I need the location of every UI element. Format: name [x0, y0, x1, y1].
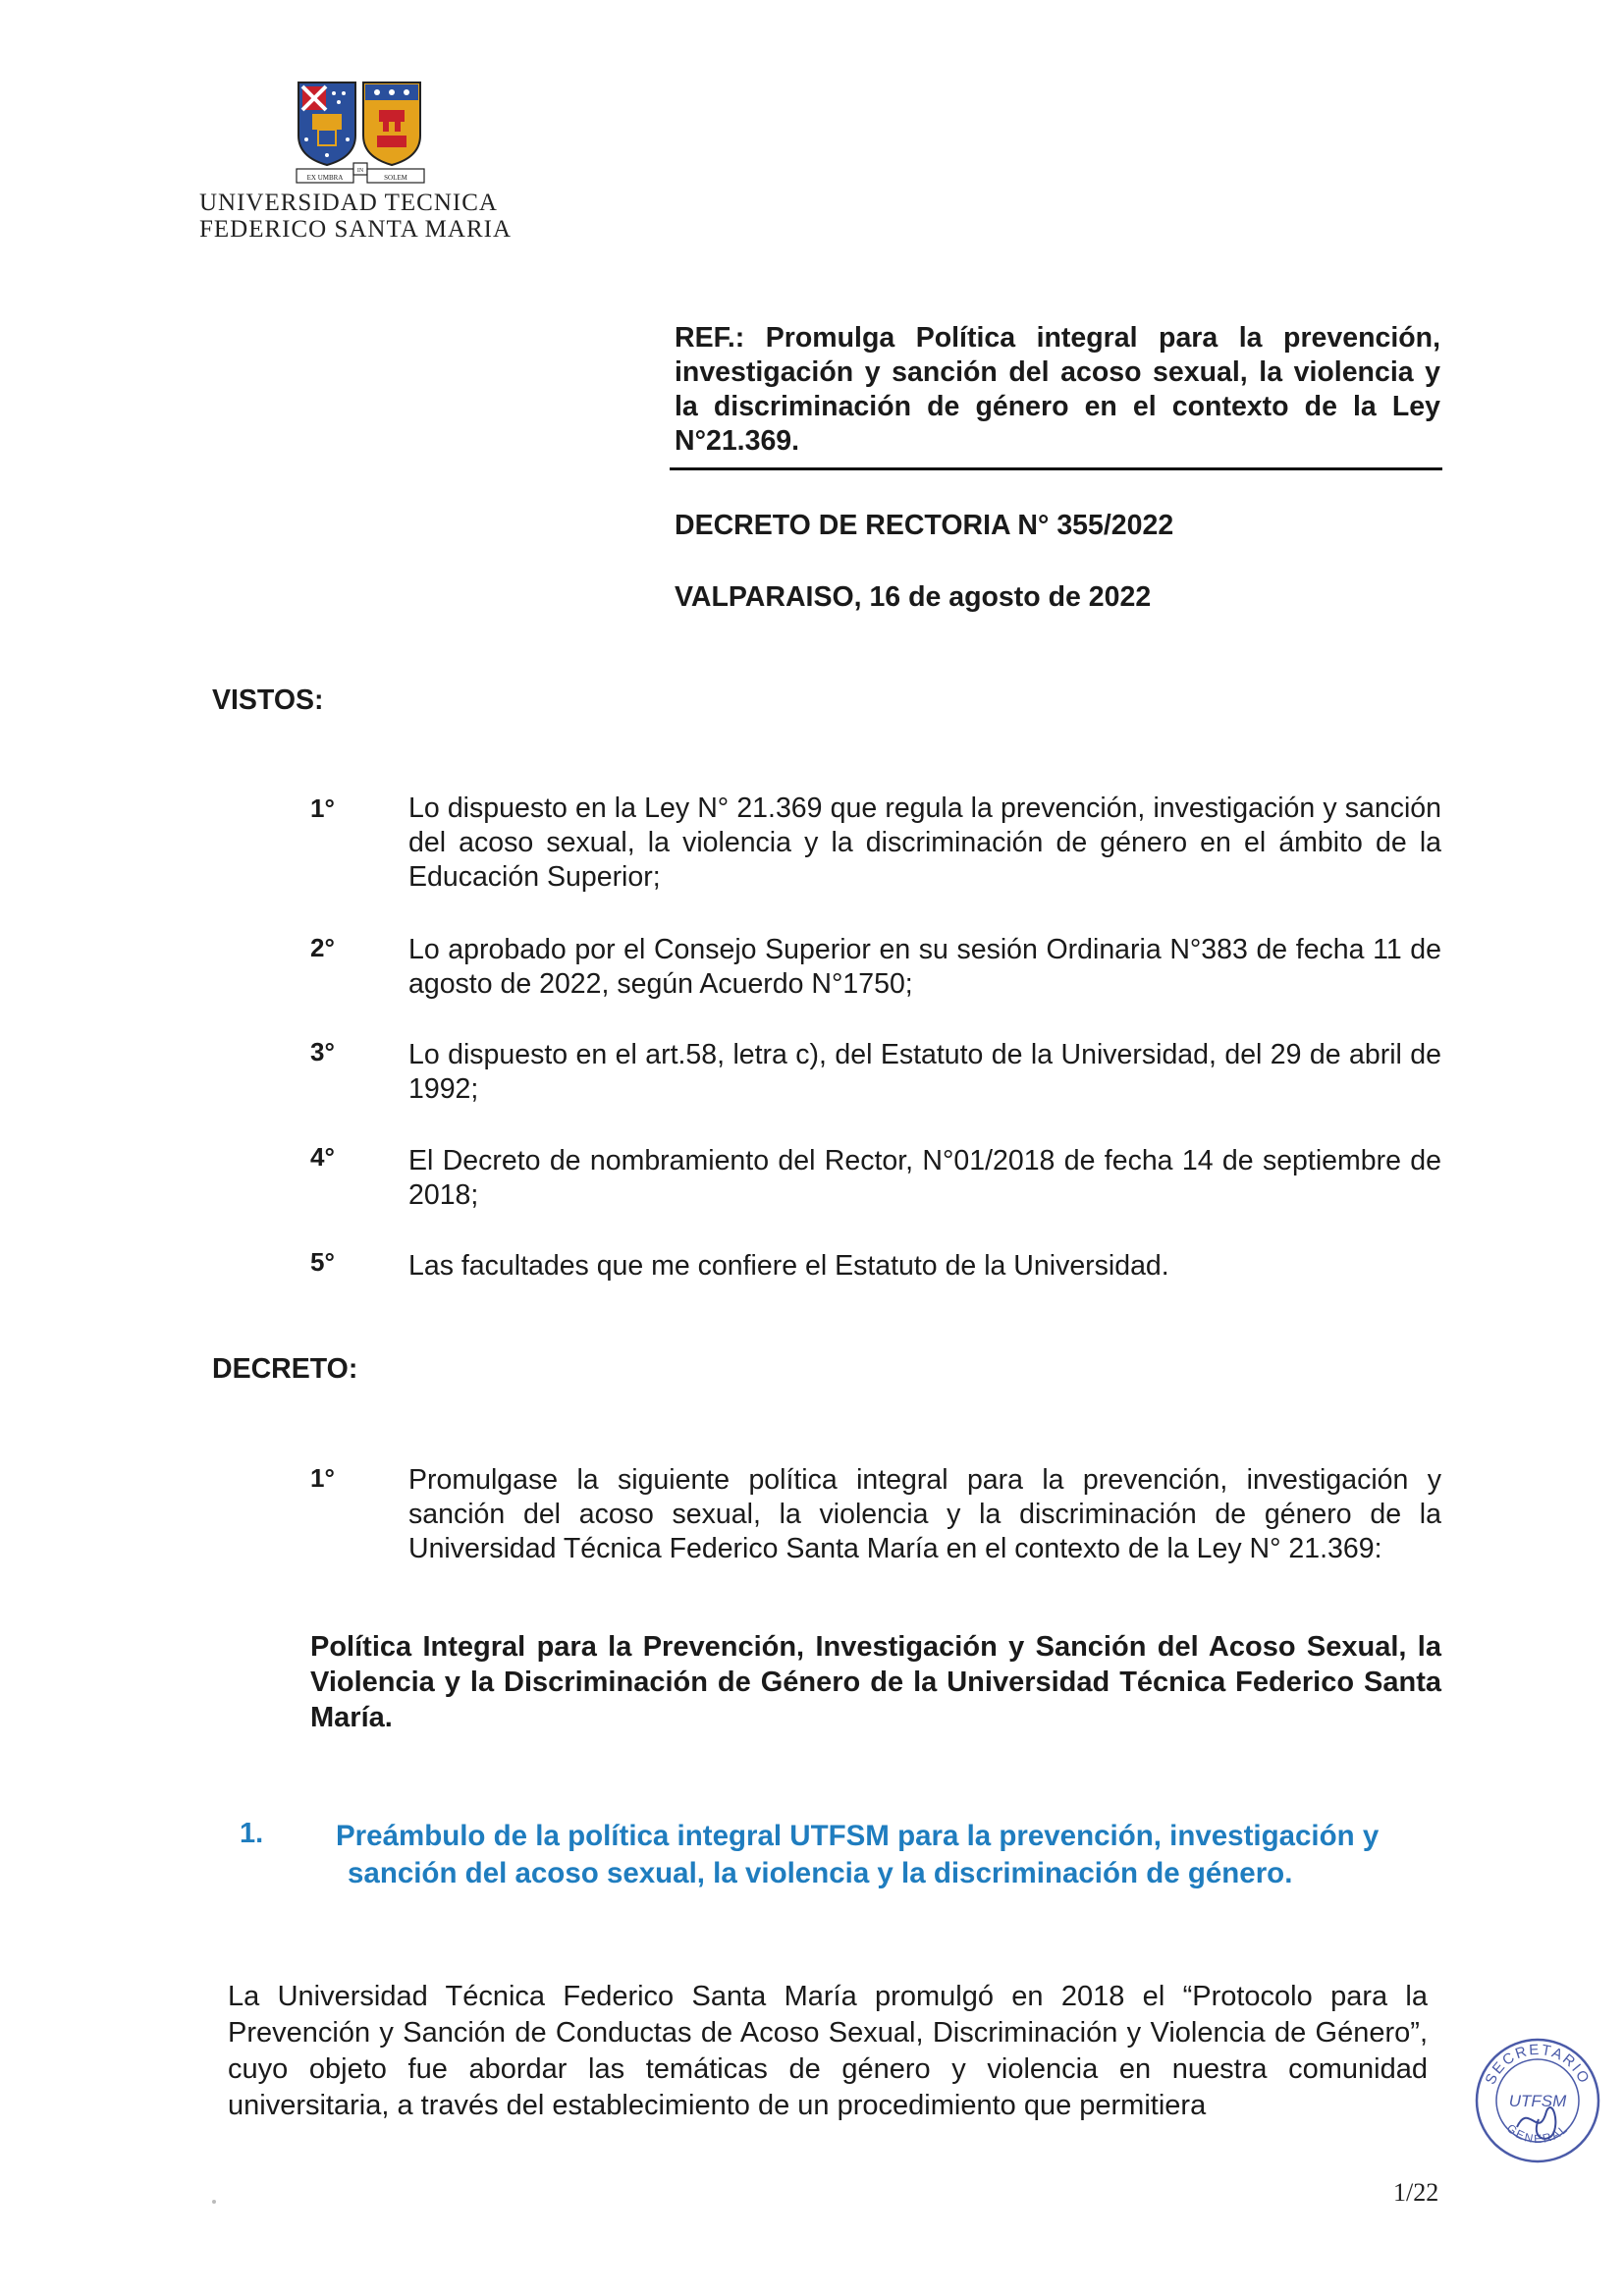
decreto-heading: DECRETO:	[212, 1353, 358, 1385]
crest-motto-right: SOLEM	[384, 174, 407, 182]
vistos-heading: VISTOS:	[212, 684, 324, 716]
vistos-item-text: Lo dispuesto en el art.58, letra c), del Estatuto de la Universidad, del 29 de abril de 1992;	[408, 1039, 1441, 1105]
stamp-center-text: UTFSM	[1508, 2092, 1567, 2110]
reference-text: Promulga Política integral para la prevención, investigación y sanción del acoso sexual, la violencia y la discriminación de género en el contexto de la Ley N°21.369.	[675, 322, 1440, 457]
vistos-item-number: 3°	[310, 1037, 335, 1066]
vistos-item-text: El Decreto de nombramiento del Rector, N°01/2018 de fecha 14 de septiembre de 2018;	[408, 1145, 1441, 1211]
stamp-top-text: SECRETARIO	[1482, 2041, 1594, 2088]
university-crest-logo	[295, 79, 426, 187]
university-name-line2: FEDERICO SANTA MARIA	[199, 216, 513, 243]
vistos-item-text: Lo aprobado por el Consejo Superior en su sesión Ordinaria N°383 de fecha 11 de agosto de 2022, según Acuerdo N°1750;	[408, 934, 1441, 1000]
decree-number: DECRETO DE RECTORIA N° 355/2022	[675, 510, 1174, 541]
reference-block	[675, 321, 1440, 459]
reference-label: REF.:	[675, 322, 745, 354]
secretary-stamp	[1470, 2033, 1605, 2168]
scan-dot	[212, 2200, 216, 2204]
vistos-item-number: 2°	[310, 933, 335, 962]
vistos-item-text: Las facultades que me confiere el Estatuto de la Universidad.	[408, 1250, 1169, 1282]
section-title	[336, 1818, 1426, 1892]
place-date: VALPARAISO, 16 de agosto de 2022	[675, 581, 1152, 613]
crest-motto-mid: IN	[356, 168, 364, 174]
university-name-line1: UNIVERSIDAD TECNICA	[199, 190, 498, 216]
vistos-item-number: 5°	[310, 1247, 335, 1277]
page-number: 1/22	[1393, 2178, 1439, 2207]
crest-motto-left: EX UMBRA	[306, 174, 344, 182]
svg-text:SECRETARIO	[1482, 2042, 1593, 2088]
reference-underline	[670, 467, 1442, 470]
section-title-line1: Preámbulo de la política integral UTFSM para la prevención, investigación y	[336, 1820, 1380, 1852]
body-paragraph: La Universidad Técnica Federico Santa María promulgó en 2018 el “Protocolo para la Prevención y Sanción de Conductas de Acoso Sexual, Discriminación y Violencia de Género”, cuyo objeto fue abordar las temáticas de género y violencia en nuestra comunidad universitaria, a través del establecimiento de un procedimiento que permitiera	[228, 1981, 1428, 2121]
policy-title: Política Integral para la Prevención, Investigación y Sanción del Acoso Sexual, la Violencia y la Discriminación de Género de la Universidad Técnica Federico Santa María.	[310, 1631, 1441, 1733]
decreto-item-text: Promulgase la siguiente política integral para la prevención, investigación y sanción del acoso sexual, la violencia y la discriminación de género de la Universidad Técnica Federico Santa María en el contexto de la Ley N° 21.369:	[408, 1464, 1441, 1564]
stamp-bottom-text: GENERAL	[1503, 2120, 1572, 2147]
vistos-item-text: Lo dispuesto en la Ley N° 21.369 que regula la prevención, investigación y sanción del acoso sexual, la violencia y la discriminación de género en el ámbito de la Educación Superior;	[408, 793, 1441, 893]
university-name	[199, 190, 512, 243]
section-number: 1.	[240, 1818, 264, 1849]
decreto-item-number: 1°	[310, 1463, 335, 1493]
vistos-item-number: 1°	[310, 793, 335, 823]
vistos-item-number: 4°	[310, 1142, 335, 1172]
section-title-line2: sanción del acoso sexual, la violencia y la discriminación de género.	[348, 1857, 1293, 1889]
